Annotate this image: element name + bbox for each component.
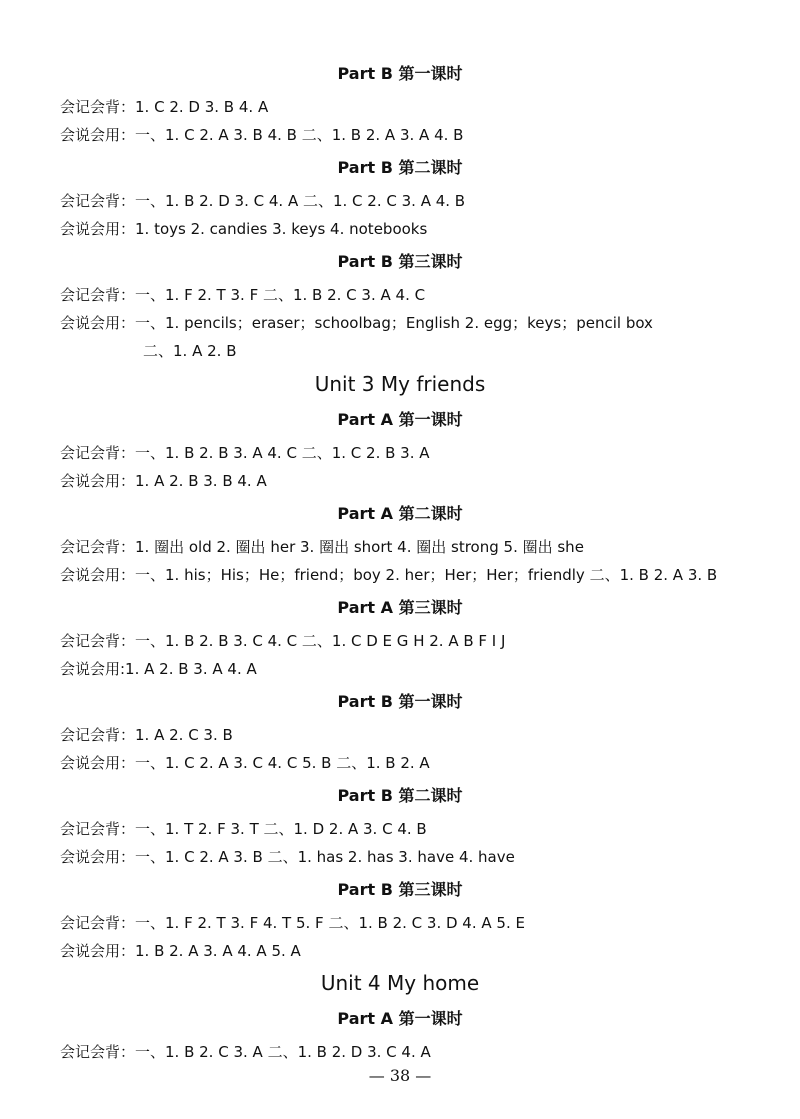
- unit-title: Unit 3 My friends: [314, 372, 486, 396]
- section-heading: Part B 第三课时: [337, 252, 463, 271]
- section-heading: Part B 第二课时: [337, 786, 463, 805]
- answer-line: 会记会背：一、1. F 2. T 3. F 二、1. B 2. C 3. A 4. C: [60, 286, 426, 304]
- answer-line: 会说会用：一、1. C 2. A 3. C 4. C 5. B 二、1. B 2. A: [60, 754, 430, 772]
- answer-line: 会记会背：一、1. T 2. F 3. T 二、1. D 2. A 3. C 4. B: [60, 820, 427, 838]
- answer-line: 会记会背：一、1. B 2. B 3. C 4. C 二、1. C D E G H 2. A B F I J: [60, 632, 506, 650]
- section-heading: Part B 第一课时: [337, 692, 463, 711]
- section-heading: Part A 第一课时: [337, 410, 463, 429]
- answer-line: 会说会用：一、1. his；His；He；friend；boy 2. her；Her；Her；friendly 二、1. B 2. A 3. B: [60, 566, 718, 584]
- section-heading: Part A 第三课时: [337, 598, 463, 617]
- page-number: — 38 —: [368, 1066, 432, 1085]
- answer-line: 会记会背：1. A 2. C 3. B: [60, 726, 233, 744]
- unit-title: Unit 4 My home: [320, 971, 480, 995]
- section-heading: Part B 第二课时: [337, 158, 463, 177]
- answer-line: 会记会背：1. 圈出 old 2. 圈出 her 3. 圈出 short 4. 圈出 strong 5. 圈出 she: [60, 538, 584, 556]
- answer-line: 会说会用：1. toys 2. candies 3. keys 4. notebooks: [60, 220, 428, 238]
- answer-line-continued: 二、1. A 2. B: [143, 342, 237, 360]
- section-heading: Part A 第一课时: [337, 1009, 463, 1028]
- answer-line: 会说会用：1. B 2. A 3. A 4. A 5. A: [60, 942, 301, 960]
- answer-line: 会记会背：一、1. B 2. D 3. C 4. A 二、1. C 2. C 3. A 4. B: [60, 192, 466, 210]
- answer-line: 会说会用：一、1. C 2. A 3. B 4. B 二、1. B 2. A 3. A 4. B: [60, 126, 464, 144]
- answer-line: 会记会背：一、1. B 2. C 3. A 二、1. B 2. D 3. C 4. A: [60, 1043, 431, 1061]
- answer-line: 会记会背：一、1. B 2. B 3. A 4. C 二、1. C 2. B 3. A: [60, 444, 430, 462]
- section-heading: Part B 第一课时: [337, 64, 463, 83]
- answer-line: 会记会背：1. C 2. D 3. B 4. A: [60, 98, 269, 116]
- section-heading: Part B 第三课时: [337, 880, 463, 899]
- section-heading: Part A 第二课时: [337, 504, 463, 523]
- answer-line: 会记会背：一、1. F 2. T 3. F 4. T 5. F 二、1. B 2. C 3. D 4. A 5. E: [60, 914, 525, 932]
- answer-line: 会说会用:1. A 2. B 3. A 4. A: [60, 660, 257, 678]
- answer-line: 会说会用：1. A 2. B 3. B 4. A: [60, 472, 267, 490]
- answer-line: 会说会用：一、1. C 2. A 3. B 二、1. has 2. has 3. have 4. have: [60, 848, 515, 866]
- answer-line: 会说会用：一、1. pencils；eraser；schoolbag；English 2. egg；keys；pencil box: [60, 314, 653, 332]
